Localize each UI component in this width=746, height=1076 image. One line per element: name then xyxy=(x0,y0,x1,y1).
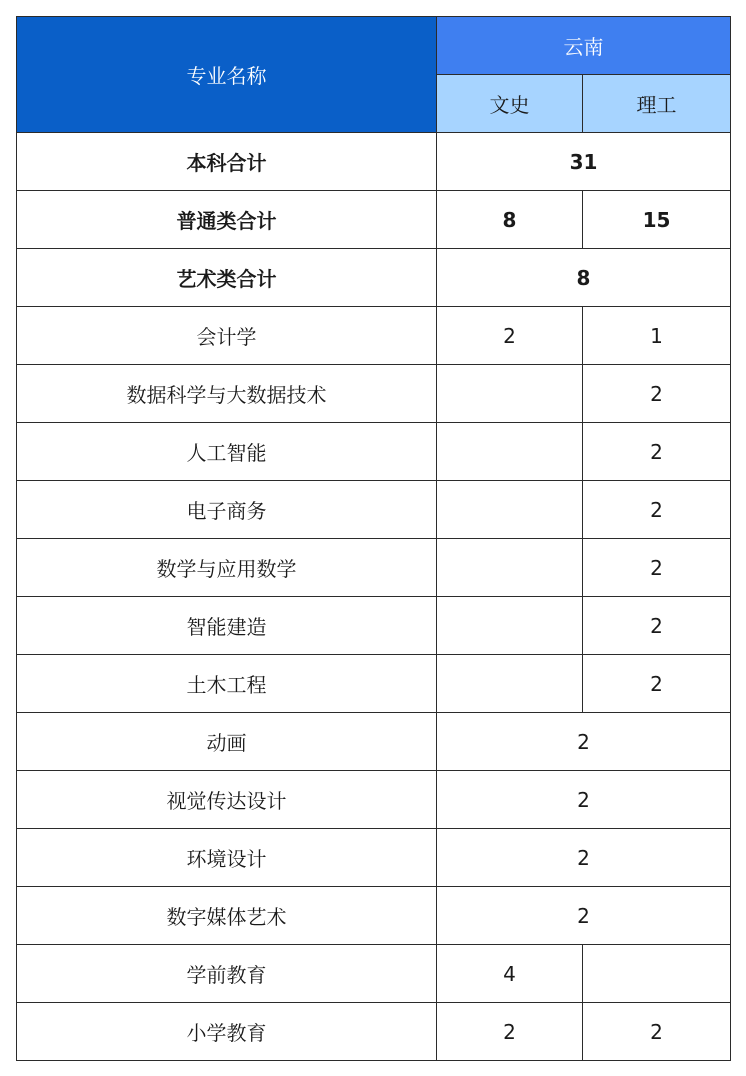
table-row xyxy=(17,771,731,829)
general-total-ligong: 15 xyxy=(583,191,731,249)
major-name: 人工智能 xyxy=(17,423,437,481)
ligong-count: 2 xyxy=(583,539,731,597)
wenshi-count: 2 xyxy=(437,1003,583,1061)
undergrad-total-label: 本科合计 xyxy=(17,133,437,191)
wenshi-count: 4 xyxy=(437,945,583,1003)
major-name: 环境设计 xyxy=(17,829,437,887)
major-name: 数据科学与大数据技术 xyxy=(17,365,437,423)
general-total-label: 普通类合计 xyxy=(17,191,437,249)
major-name: 学前教育 xyxy=(17,945,437,1003)
general-total-row xyxy=(17,191,731,249)
major-name: 土木工程 xyxy=(17,655,437,713)
region-header: 云南 xyxy=(437,17,731,75)
enrollment-quota-table xyxy=(16,16,731,1061)
table-row xyxy=(17,945,731,1003)
table-row xyxy=(17,829,731,887)
table-row xyxy=(17,887,731,945)
major-name: 会计学 xyxy=(17,307,437,365)
table-row xyxy=(17,365,731,423)
merged-count: 2 xyxy=(437,771,731,829)
merged-count: 2 xyxy=(437,713,731,771)
merged-count: 2 xyxy=(437,887,731,945)
art-total-label: 艺术类合计 xyxy=(17,249,437,307)
table-row xyxy=(17,539,731,597)
undergrad-total-row xyxy=(17,133,731,191)
table-row xyxy=(17,713,731,771)
table-row xyxy=(17,655,731,713)
wenshi-count xyxy=(437,655,583,713)
wenshi-count xyxy=(437,539,583,597)
undergrad-total-value: 31 xyxy=(437,133,731,191)
ligong-count: 1 xyxy=(583,307,731,365)
wenshi-count xyxy=(437,597,583,655)
table-row xyxy=(17,307,731,365)
wenshi-count: 2 xyxy=(437,307,583,365)
art-total-value: 8 xyxy=(437,249,731,307)
art-total-row xyxy=(17,249,731,307)
ligong-count: 2 xyxy=(583,365,731,423)
ligong-count: 2 xyxy=(583,655,731,713)
ligong-header: 理工 xyxy=(583,75,731,133)
major-name-header: 专业名称 xyxy=(17,17,437,133)
major-name: 数学与应用数学 xyxy=(17,539,437,597)
major-name: 智能建造 xyxy=(17,597,437,655)
major-name: 电子商务 xyxy=(17,481,437,539)
ligong-count: 2 xyxy=(583,597,731,655)
general-total-wenshi: 8 xyxy=(437,191,583,249)
major-name: 动画 xyxy=(17,713,437,771)
major-name: 小学教育 xyxy=(17,1003,437,1061)
wenshi-count xyxy=(437,365,583,423)
table-row xyxy=(17,597,731,655)
wenshi-count xyxy=(437,423,583,481)
ligong-count xyxy=(583,945,731,1003)
table-row xyxy=(17,481,731,539)
ligong-count: 2 xyxy=(583,481,731,539)
wenshi-header: 文史 xyxy=(437,75,583,133)
table-row xyxy=(17,423,731,481)
ligong-count: 2 xyxy=(583,423,731,481)
wenshi-count xyxy=(437,481,583,539)
major-name: 数字媒体艺术 xyxy=(17,887,437,945)
major-name: 视觉传达设计 xyxy=(17,771,437,829)
ligong-count: 2 xyxy=(583,1003,731,1061)
merged-count: 2 xyxy=(437,829,731,887)
table-row xyxy=(17,1003,731,1061)
